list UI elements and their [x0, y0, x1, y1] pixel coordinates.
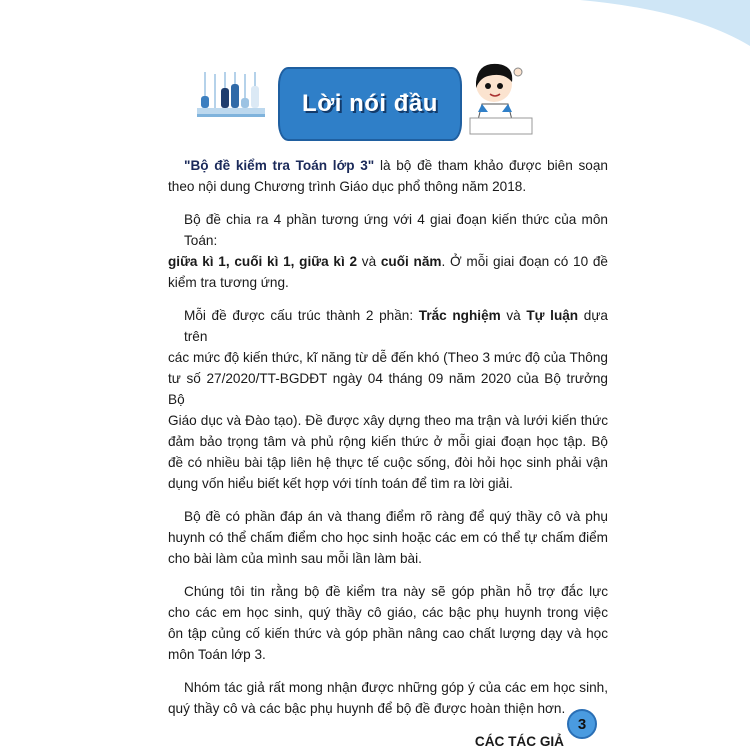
text-line — [168, 506, 608, 527]
text: huynh có thể chấm điểm cho học sinh hoặc các em có thể tự chấm điểm — [168, 530, 608, 545]
text: cho các em học sinh, quý thầy cô giáo, các bậc phụ huynh trong việc — [168, 605, 608, 620]
text-line — [168, 209, 608, 251]
text: quý thầy cô và các bậc phụ huynh để bộ đề được hoàn thiện hơn. — [168, 701, 566, 716]
text-line — [168, 368, 608, 410]
text-line — [168, 251, 608, 272]
text-line — [168, 527, 608, 548]
paragraph — [168, 581, 608, 665]
corner-decoration — [580, 0, 750, 46]
text: là bộ đề tham khảo được biên soạn — [374, 158, 608, 173]
text-line — [168, 410, 608, 431]
page-number: 3 — [577, 715, 587, 733]
text: dụng vốn hiểu biết kết hợp với tính toán để tìm ra lời giải. — [168, 476, 513, 491]
boy-illustration-icon — [468, 60, 536, 140]
text: các mức độ kiến thức, kĩ năng từ dễ đến khó (Theo 3 mức độ của Thông — [168, 350, 608, 365]
text: Nhóm tác giả rất mong nhận được những góp ý của các em học sinh, — [184, 680, 608, 695]
page-title: Lời nói đầu — [302, 90, 438, 117]
bold-text: Tự luận — [526, 308, 579, 323]
text-line — [168, 347, 608, 368]
text: Giáo dục và Đào tạo). Đề được xây dựng theo ma trận và lưới kiến thức — [168, 413, 608, 428]
text-line — [168, 473, 608, 494]
signature: CÁC TÁC GIẢ — [474, 734, 564, 749]
paragraph — [168, 677, 608, 719]
bold-text: Trắc nghiệm — [418, 308, 501, 323]
title-banner — [278, 67, 462, 141]
text: theo nội dung Chương trình Giáo dục phổ thông năm 2018. — [168, 179, 527, 194]
preface-body — [168, 155, 608, 719]
text: môn Toán lớp 3. — [168, 647, 266, 662]
paragraph — [168, 155, 608, 197]
abacus-icon — [195, 68, 267, 120]
text-line — [168, 581, 608, 602]
paragraph — [168, 305, 608, 494]
page-number-badge — [567, 709, 597, 739]
bold-text: giữa kì 1, cuối kì 1, giữa kì 2 — [168, 254, 358, 269]
text: . Ở mỗi giai đoạn có 10 đề — [441, 254, 608, 269]
text: Bộ đề có phần đáp án và thang điểm rõ ràng để quý thầy cô và phụ — [184, 509, 608, 524]
text-line — [168, 431, 608, 452]
text-line — [168, 305, 608, 347]
bold-text: cuối năm — [380, 254, 442, 269]
text: và — [357, 254, 381, 269]
text-line — [168, 677, 608, 698]
text-line — [168, 548, 608, 569]
text-line — [168, 155, 608, 176]
text: Chúng tôi tin rằng bộ đề kiểm tra này sẽ góp phần hỗ trợ đắc lực — [184, 584, 608, 599]
text-line — [168, 644, 608, 665]
text: Bộ đề chia ra 4 phần tương ứng với 4 giai đoạn kiến thức của môn Toán: — [184, 212, 608, 248]
text: kiểm tra tương ứng. — [168, 275, 289, 290]
text: ôn tập củng cố kiến thức và góp phần nâng cao chất lượng dạy và học — [168, 626, 608, 641]
text: và — [500, 308, 527, 323]
paragraph — [168, 209, 608, 293]
text: đề có nhiều bài tập liên hệ thực tế cuộc sống, đòi hỏi học sinh phải vận — [168, 455, 608, 470]
text-line — [168, 452, 608, 473]
text: Mỗi đề được cấu trúc thành 2 phần: — [184, 308, 419, 323]
text: đảm bảo trọng tâm và phủ rộng kiến thức ở mỗi giai đoạn học tập. Bộ — [168, 434, 608, 449]
preface-content — [168, 155, 608, 752]
bold-text: "Bộ đề kiểm tra Toán lớp 3" — [184, 158, 375, 173]
text-line — [168, 698, 608, 719]
page-header — [195, 60, 585, 150]
text: dựa trên — [184, 308, 608, 344]
text-line — [168, 176, 608, 197]
text-line — [168, 272, 608, 293]
text-line — [168, 623, 608, 644]
text: tư số 27/2020/TT-BGDĐT ngày 04 tháng 09 năm 2020 của Bộ trưởng Bộ — [168, 371, 608, 407]
text: cho bài làm của mình sau mỗi lần làm bài. — [168, 551, 422, 566]
paragraph — [168, 506, 608, 569]
text-line — [168, 602, 608, 623]
